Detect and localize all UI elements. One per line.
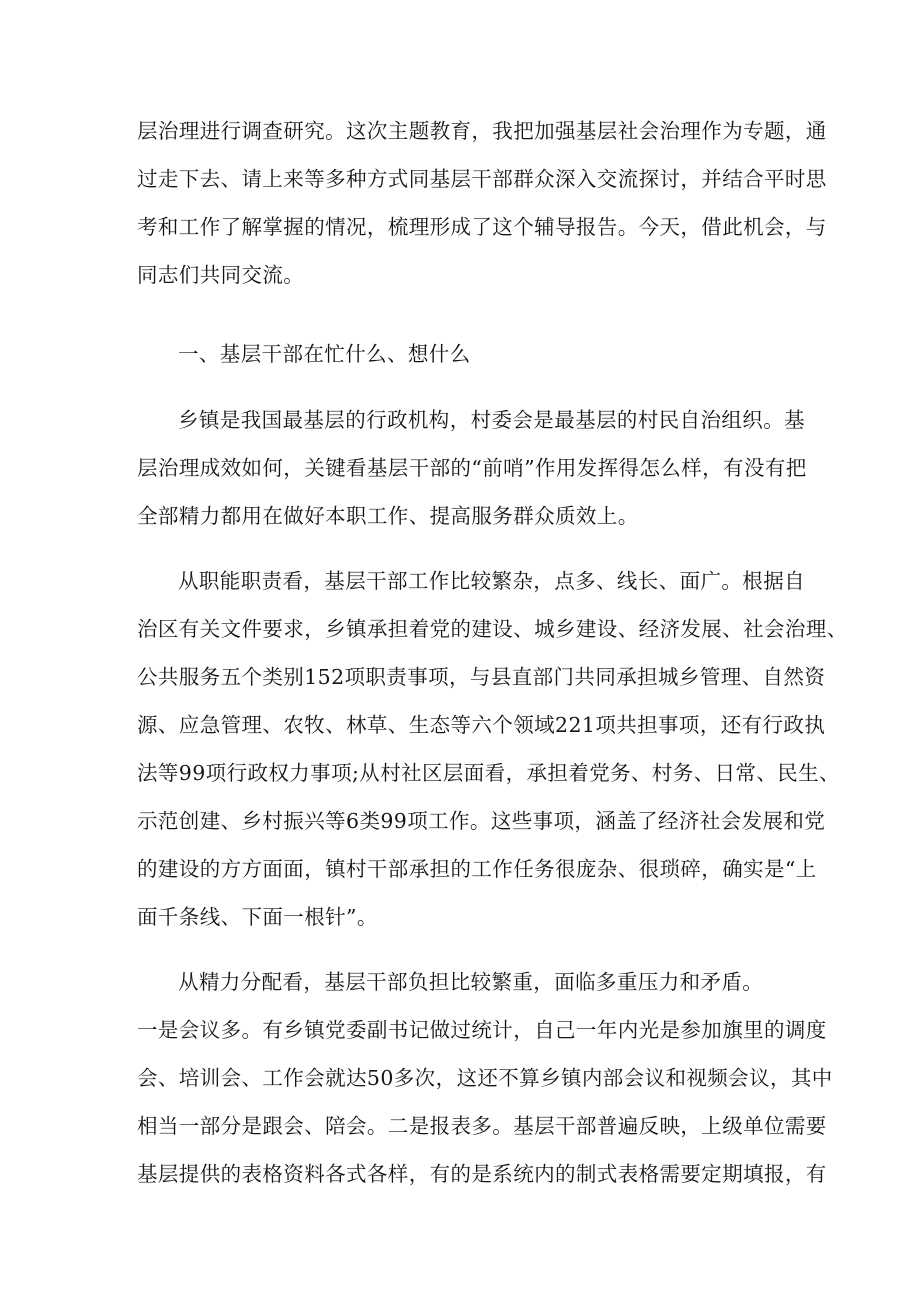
text-line: 全部精力都用在做好本职工作、提高服务群众质效上。 xyxy=(137,504,639,528)
text-line: 的建设的方方面面，镇村干部承担的工作任务很庞杂、很琐碎，确实是“上 xyxy=(137,857,817,881)
text-line: 层治理成效如何，关键看基层干部的“前哨”作用发挥得怎么样，有没有把 xyxy=(137,456,807,480)
text-line: 层治理进行调查研究。这次主题教育，我把加强基层社会治理作为专题，通 xyxy=(137,119,827,143)
text-line: 同志们共同交流。 xyxy=(137,263,305,287)
text-line: 从精力分配看，基层干部负担比较繁重，面临多重压力和矛盾。 xyxy=(178,970,764,994)
text-line: 过走下去、请上来等多种方式同基层干部群众深入交流探讨，并结合平时思 xyxy=(137,167,827,191)
text-line: 源、应急管理、农牧、林草、生态等六个领域221项共担事项，还有行政执 xyxy=(137,713,826,737)
text-line: 会、培训会、工作会就达50多次，这还不算乡镇内部会议和视频会议，其中 xyxy=(137,1066,833,1090)
text-line: 考和工作了解掌握的情况，梳理形成了这个辅导报告。今天，借此机会，与 xyxy=(137,215,827,239)
text-line: 基层提供的表格资料各式各样，有的是系统内的制式表格需要定期填报，有 xyxy=(137,1162,827,1186)
text-line: 治区有关文件要求，乡镇承担着党的建设、城乡建设、经济发展、社会治理、 xyxy=(137,617,848,641)
text-line: 公共服务五个类别152项职责事项，与县直部门共同承担城乡管理、自然资 xyxy=(137,665,826,689)
text-line: 乡镇是我国最基层的行政机构，村委会是最基层的村民自治组织。基 xyxy=(178,408,805,432)
text-line: 面千条线、下面一根针”。 xyxy=(137,905,378,929)
text-line: 示范创建、乡村振兴等6类99项工作。这些事项，涵盖了经济社会发展和党 xyxy=(137,809,826,833)
text-line: 一是会议多。有乡镇党委副书记做过统计，自己一年内光是参加旗里的调度 xyxy=(137,1018,827,1042)
text-line: 法等99项行政权力事项;从村社区层面看，承担着党务、村务、日常、民生、 xyxy=(137,761,840,785)
text-line: 相当一部分是跟会、陪会。二是报表多。基层干部普遍反映，上级单位需要 xyxy=(137,1114,827,1138)
section-heading: 一、基层干部在忙什么、想什么 xyxy=(178,342,471,366)
text-line: 从职能职责看，基层干部工作比较繁杂，点多、线长、面广。根据自 xyxy=(178,569,805,593)
